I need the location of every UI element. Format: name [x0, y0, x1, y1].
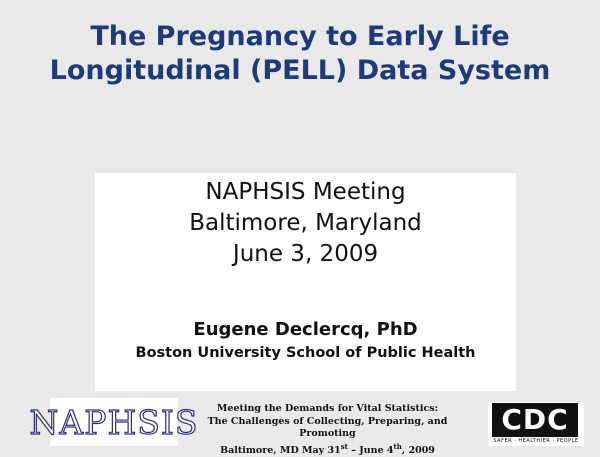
footer-line-1: Meeting the Demands for Vital Statistics: [185, 403, 470, 416]
cdc-logo [488, 402, 584, 446]
footer-line-3-mid: – June 4 [348, 445, 394, 456]
footer-line-3-prefix: Baltimore, MD May 31 [220, 445, 341, 456]
meeting-info-box [95, 173, 516, 391]
naphsis-logo [50, 398, 178, 446]
meeting-location: Baltimore, Maryland [95, 208, 516, 239]
footer-sup-2: th [394, 442, 402, 451]
slide-title: The Pregnancy to Early Life Longitudinal (PELL) Data System [0, 20, 600, 88]
naphsis-logo-text: NAPHSIS [30, 403, 199, 442]
meeting-date: June 3, 2009 [95, 239, 516, 270]
speaker-name: Eugene Declercq, PhD [95, 319, 516, 341]
footer-line-3-suffix: , 2009 [402, 445, 435, 456]
cdc-logo-text: CDC [492, 403, 578, 437]
meeting-name: NAPHSIS Meeting [95, 177, 516, 208]
speaker-affiliation: Boston University School of Public Health [95, 344, 516, 362]
footer-sup-1: st [341, 442, 348, 451]
footer-line-2: The Challenges of Collecting, Preparing, and Promoting [185, 416, 470, 441]
meeting-details [95, 177, 516, 270]
conference-footer [185, 403, 470, 457]
cdc-logo-tagline: SAFER · HEALTHIER · PEOPLE [488, 438, 584, 445]
footer-line-3 [185, 441, 470, 457]
